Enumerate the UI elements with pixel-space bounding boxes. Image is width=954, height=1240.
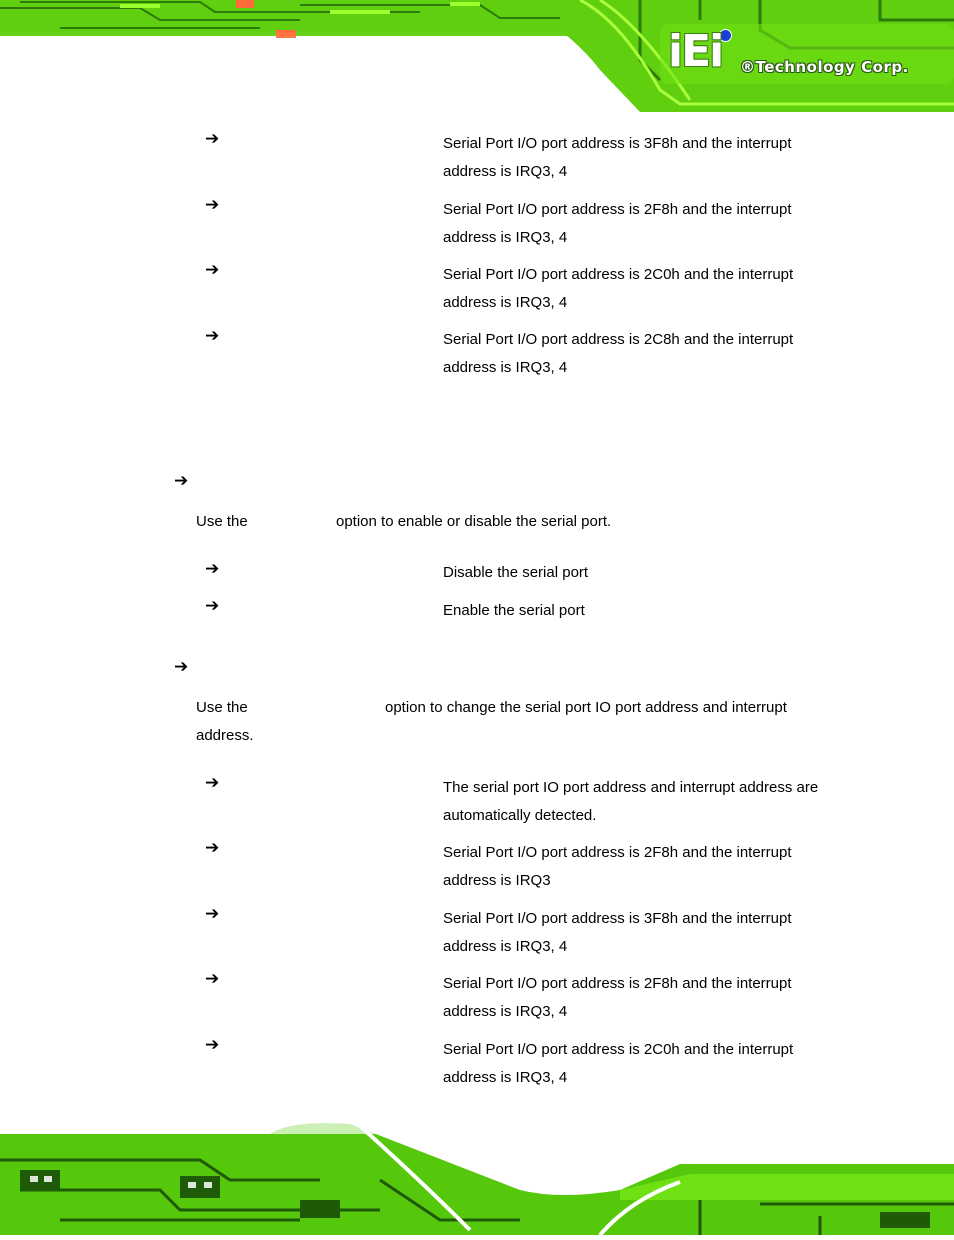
- option-description: The serial port IO port address and interrupt address are automatically detected.: [443, 779, 819, 824]
- option-description: Serial Port I/O port address is 3F8h and the interrupt address is IRQ3, 4: [443, 910, 792, 955]
- option-description: Serial Port I/O port address is 2C0h and the interrupt address is IRQ3, 4: [443, 1041, 794, 1086]
- section-arrow-icon: ➔: [174, 657, 189, 677]
- pcb-footer-banner: [0, 1120, 954, 1235]
- intro-text-line2: address.: [196, 727, 254, 744]
- bullet-arrow-icon: ➔: [205, 838, 220, 858]
- bullet-arrow-icon: ➔: [205, 904, 220, 924]
- option-description: Serial Port I/O port address is 2C0h and the interrupt address is IRQ3, 4: [443, 266, 794, 311]
- bullet-arrow-icon: ➔: [205, 773, 220, 793]
- brand-name: ®Technology Corp.: [740, 58, 909, 76]
- bullet-arrow-icon: ➔: [205, 1035, 220, 1055]
- bullet-arrow-icon: ➔: [205, 596, 220, 616]
- option-description: Serial Port I/O port address is 2F8h and the interrupt address is IRQ3: [443, 844, 792, 889]
- page-footer: [0, 1120, 954, 1235]
- bullet-arrow-icon: ➔: [205, 260, 220, 280]
- bullet-arrow-icon: ➔: [205, 195, 220, 215]
- section-arrow-icon: ➔: [174, 471, 189, 491]
- pcb-header-banner: [0, 0, 954, 112]
- intro-text: option to enable or disable the serial port.: [336, 513, 612, 530]
- option-description: Serial Port I/O port address is 2F8h and the interrupt address is IRQ3, 4: [443, 975, 792, 1020]
- bullet-arrow-icon: ➔: [205, 326, 220, 346]
- intro-prefix: Use the: [196, 699, 248, 716]
- bullet-arrow-icon: ➔: [205, 129, 220, 149]
- option-description: Serial Port I/O port address is 2C8h and the interrupt address is IRQ3, 4: [443, 331, 794, 376]
- iei-logo-mark: iEi: [668, 26, 723, 77]
- option-description: Enable the serial port: [443, 602, 585, 619]
- intro-text: option to change the serial port IO port address and interrupt: [385, 699, 787, 716]
- bullet-arrow-icon: ➔: [205, 559, 220, 579]
- option-description: Disable the serial port: [443, 564, 589, 581]
- option-description: Serial Port I/O port address is 2F8h and the interrupt address is IRQ3, 4: [443, 201, 792, 246]
- bullet-arrow-icon: ➔: [205, 969, 220, 989]
- page-header: [0, 0, 954, 112]
- option-description: Serial Port I/O port address is 3F8h and the interrupt address is IRQ3, 4: [443, 135, 792, 180]
- intro-prefix: Use the: [196, 513, 248, 530]
